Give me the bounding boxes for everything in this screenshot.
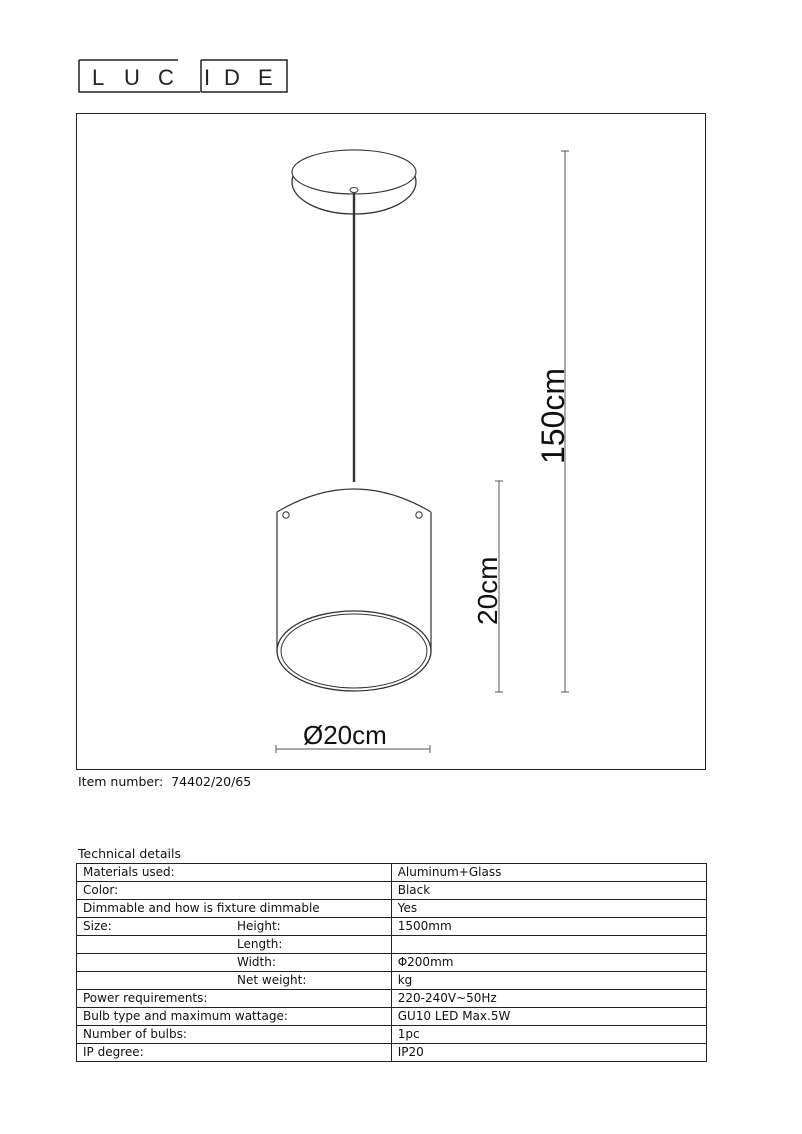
table-row xyxy=(77,1025,707,1043)
row-value: Black xyxy=(391,882,706,900)
table-row xyxy=(77,989,707,1007)
logo-letter-3: C xyxy=(158,65,174,90)
table-row xyxy=(77,936,707,954)
row-value: Aluminum+Glass xyxy=(391,864,706,882)
table-row xyxy=(77,971,707,989)
table-row xyxy=(77,918,707,936)
row-value: 220-240V~50Hz xyxy=(391,989,706,1007)
shade-bottom xyxy=(277,611,431,691)
row-label: Dimmable and how is fixture dimmable xyxy=(83,901,320,915)
technical-details-table xyxy=(76,863,707,1062)
height-dimension-label: 150cm xyxy=(535,367,571,464)
pendant-lamp-drawing xyxy=(77,114,707,771)
logo-letter-2: U xyxy=(124,65,140,90)
row-value: GU10 LED Max.5W xyxy=(391,1007,706,1025)
row-label: Materials used: xyxy=(83,865,175,879)
item-number-value: 74402/20/65 xyxy=(171,774,252,789)
logo-graphic xyxy=(78,59,288,93)
table-row xyxy=(77,900,707,918)
row-value xyxy=(391,936,706,954)
row-label: IP degree: xyxy=(83,1044,144,1059)
table-row xyxy=(77,864,707,882)
table-row xyxy=(77,1043,707,1061)
logo-letter-6: E xyxy=(258,65,273,90)
table-row xyxy=(77,1007,707,1025)
row-sublabel: Width: xyxy=(237,954,276,969)
row-value: Φ200mm xyxy=(391,953,706,971)
brand-logo xyxy=(78,59,288,93)
diameter-dimension-label: Ø20cm xyxy=(303,720,387,750)
row-value: 1500mm xyxy=(391,918,706,936)
row-sublabel: Height: xyxy=(237,919,281,933)
row-value: Yes xyxy=(391,900,706,918)
item-number xyxy=(78,774,251,789)
row-label: Color: xyxy=(83,883,119,897)
table-row xyxy=(77,953,707,971)
technical-drawing xyxy=(76,113,706,770)
logo-letter-5: D xyxy=(224,65,240,90)
row-sublabel: Net weight: xyxy=(237,972,307,987)
row-value: kg xyxy=(391,971,706,989)
row-label: Number of bulbs: xyxy=(83,1026,187,1041)
shade-height-dimension-label: 20cm xyxy=(472,556,503,625)
technical-details-title: Technical details xyxy=(78,846,182,861)
table-row xyxy=(77,882,707,900)
item-number-label: Item number: xyxy=(78,774,164,789)
row-value: IP20 xyxy=(391,1043,706,1061)
row-sublabel: Length: xyxy=(237,937,283,951)
row-label: Size: xyxy=(83,919,112,933)
row-label: Power requirements: xyxy=(83,990,208,1005)
row-value: 1pc xyxy=(391,1025,706,1043)
logo-letter-1: L xyxy=(92,65,105,90)
row-label: Bulb type and maximum wattage: xyxy=(83,1008,288,1023)
logo-letter-4: I xyxy=(204,65,211,90)
